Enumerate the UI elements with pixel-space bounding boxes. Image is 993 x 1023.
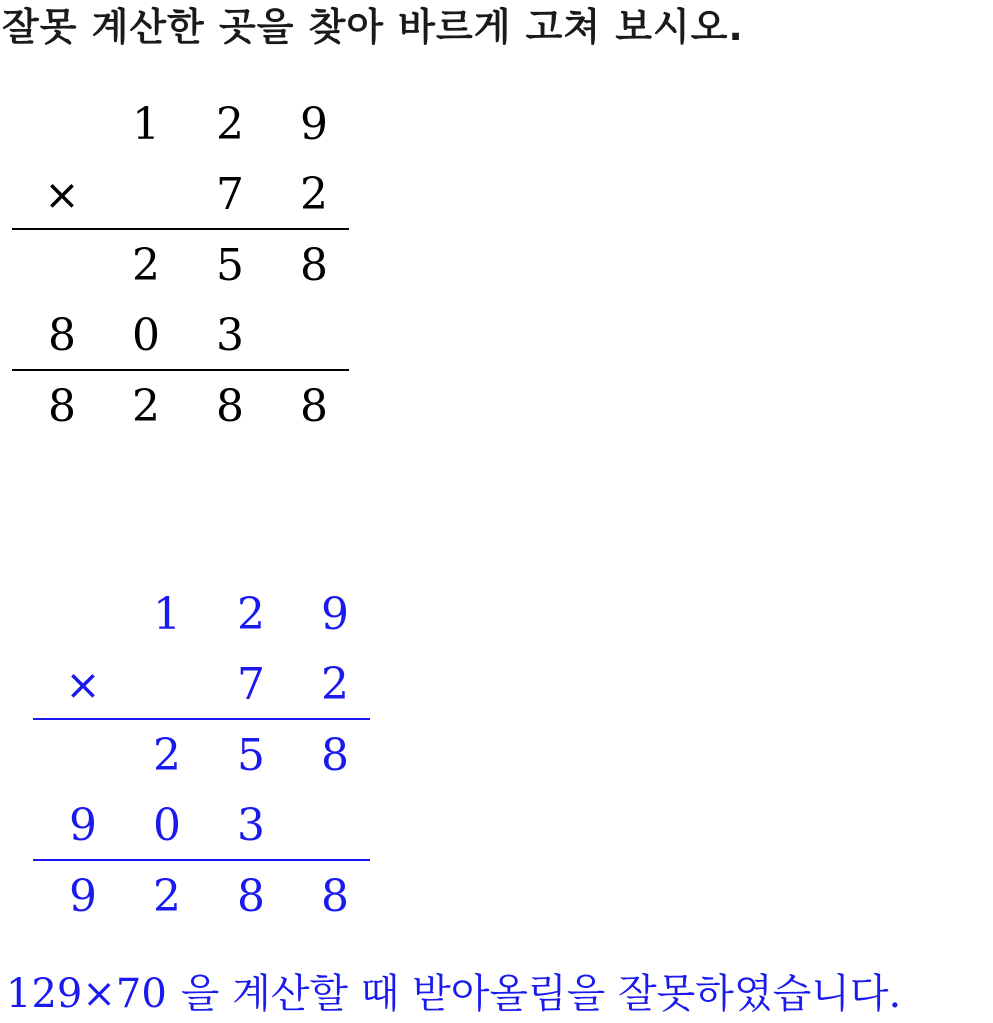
wrong-result-hundreds: 2 xyxy=(132,381,160,432)
correct-result-hundreds: 2 xyxy=(153,871,181,922)
wrong-partial1-ones: 8 xyxy=(300,240,328,291)
question-text: 잘못 계산한 곳을 찾아 바르게 고쳐 보시오. xyxy=(2,5,744,49)
wrong-result-ones: 8 xyxy=(300,381,328,432)
wrong-partial1-tens: 5 xyxy=(216,240,244,291)
wrong-multiplier-ones: 2 xyxy=(300,169,328,220)
wrong-multiplicand-tens: 2 xyxy=(216,99,244,150)
explanation-expression: 129×70 xyxy=(6,971,167,1017)
correct-multiplicand-hundreds: 1 xyxy=(153,589,181,640)
correct-partial2-tens: 3 xyxy=(237,800,265,851)
correct-multiplicand-ones: 9 xyxy=(321,589,349,640)
wrong-rule-bottom xyxy=(12,369,349,371)
wrong-result-thousands: 8 xyxy=(48,381,76,432)
correct-partial1-hundreds: 2 xyxy=(153,730,181,781)
correct-rule-bottom xyxy=(33,859,370,861)
correct-result-tens: 8 xyxy=(237,871,265,922)
correct-times-sign: × xyxy=(65,660,101,709)
wrong-result-tens: 8 xyxy=(216,381,244,432)
correct-multiplier-tens: 7 xyxy=(237,659,265,710)
wrong-partial2-thousands: 8 xyxy=(48,310,76,361)
correct-partial1-tens: 5 xyxy=(237,730,265,781)
wrong-calculation xyxy=(12,90,352,432)
correct-rule-top xyxy=(33,718,370,720)
correct-partial1-ones: 8 xyxy=(321,730,349,781)
wrong-multiplicand-hundreds: 1 xyxy=(132,99,160,150)
correct-result-ones: 8 xyxy=(321,871,349,922)
explanation-sentence: 을 계산할 때 받아올림을 잘못하였습니다. xyxy=(180,971,902,1017)
wrong-rule-top xyxy=(12,228,349,230)
correct-partial2-thousands: 9 xyxy=(69,800,97,851)
correct-result-thousands: 9 xyxy=(69,871,97,922)
wrong-multiplicand-ones: 9 xyxy=(300,99,328,150)
wrong-times-sign: × xyxy=(44,170,80,219)
correct-multiplier-ones: 2 xyxy=(321,659,349,710)
wrong-multiplier-tens: 7 xyxy=(216,169,244,220)
explanation-text xyxy=(6,968,901,1020)
correct-partial2-hundreds: 0 xyxy=(153,800,181,851)
correct-multiplicand-tens: 2 xyxy=(237,589,265,640)
wrong-partial2-tens: 3 xyxy=(216,310,244,361)
correct-calculation xyxy=(33,580,373,922)
wrong-partial1-hundreds: 2 xyxy=(132,240,160,291)
wrong-partial2-hundreds: 0 xyxy=(132,310,160,361)
